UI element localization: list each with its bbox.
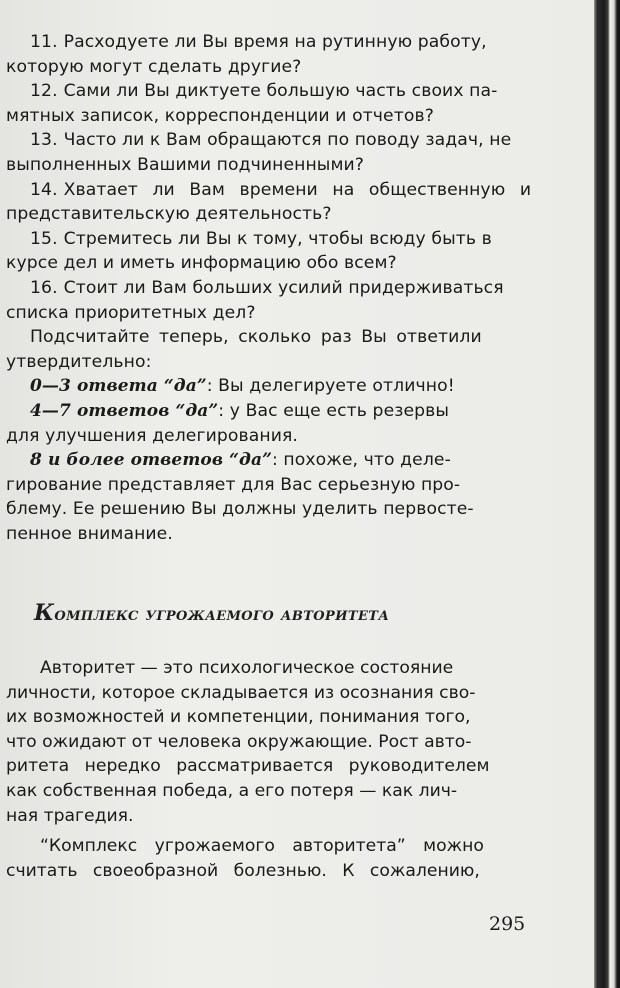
result-text: : похоже, что деле- [271, 450, 451, 471]
paragraph-2 [6, 834, 522, 883]
question-number: 16. [30, 277, 58, 298]
result-label: 0—3 ответа “да” [30, 376, 207, 397]
paragraph-line: что ожидают от человека окружающие. Рост авто- [6, 731, 472, 752]
question-line-1: Хватает ли Вам времени на общественную и [63, 179, 532, 200]
result-line-3: блему. Ее решению Вы должны уделить первосте- [6, 499, 474, 520]
questionnaire-block [6, 30, 532, 546]
question-line-1: Часто ли к Вам обращаются по поводу задач, не [63, 130, 512, 151]
section-heading [0, 600, 540, 626]
result-line-4: пенное внимание. [6, 523, 173, 544]
question-number: 11. [30, 32, 58, 52]
paragraph-line: их возможностей и компетенции, понимания того, [6, 707, 471, 728]
count-instruction [6, 325, 522, 374]
paragraph-line: ритета нередко рассматривается руководителем [6, 756, 490, 777]
paragraph-line: считать своеобразной болезнью. К сожалению, [6, 860, 480, 881]
result-4-7 [6, 399, 522, 448]
paragraph-line: ная трагедия. [6, 805, 134, 826]
question-14 [6, 178, 532, 227]
result-label: 4—7 ответов “да” [30, 400, 219, 421]
question-number: 13. [30, 130, 58, 151]
question-13 [6, 128, 522, 177]
question-line-2: представительскую деятельность? [6, 204, 332, 225]
question-line-2: списка приоритетных дел? [6, 302, 256, 323]
paragraph-1 [6, 656, 522, 828]
result-line-2: гирование представляет для Вас серьезную про- [6, 474, 461, 495]
question-line-1: Расходуете ли Вы время на рутинную работу, [63, 32, 487, 52]
question-number: 12. [30, 81, 58, 102]
heading-rest: омплекс угрожаемого авторитета [54, 604, 390, 625]
question-11 [6, 30, 522, 79]
result-0-3 [6, 374, 522, 399]
page-number: 295 [489, 913, 526, 935]
book-binding-edge [594, 0, 620, 988]
question-line-1: Стоит ли Вам больших усилий придерживаться [63, 277, 504, 298]
result-label: 8 и более ответов “да” [30, 450, 272, 471]
section-body [6, 656, 522, 883]
question-line-1: Сами ли Вы диктуете большую часть своих па- [63, 81, 498, 102]
result-text: : Вы делегируете отлично! [206, 376, 455, 397]
paragraph-line: как собственная победа, а его потеря — как лич- [6, 780, 458, 801]
question-number: 15. [30, 228, 58, 249]
paragraph-line: личности, которое складывается из осознания сво- [6, 682, 476, 703]
question-line-2: мятных записок, корреспонденции и отчетов? [6, 105, 434, 126]
result-line-2: для улучшения делегирования. [6, 425, 298, 446]
question-line-2: выполненных Вашими подчиненными? [6, 154, 365, 175]
question-15 [6, 227, 522, 276]
question-line-2: которую могут сделать другие? [6, 56, 302, 77]
question-16 [6, 276, 522, 325]
paragraph-line: “Комплекс угрожаемого авторитета” можно [40, 836, 484, 857]
result-text: : у Вас еще есть резервы [218, 400, 450, 421]
question-line-2: курсе дел и иметь информацию обо всем? [6, 253, 397, 274]
result-8-plus [6, 448, 522, 546]
instruction-line-1: Подсчитайте теперь, сколько раз Вы ответили [30, 327, 482, 348]
question-line-1: Стремитесь ли Вы к тому, чтобы всюду быть в [63, 228, 492, 249]
question-number: 14. [30, 179, 58, 200]
instruction-line-2: утвердительно: [6, 351, 152, 372]
heading-initial: К [34, 600, 55, 626]
paragraph-line: Авторитет — это психологическое состояние [40, 658, 454, 678]
question-12 [6, 79, 522, 128]
